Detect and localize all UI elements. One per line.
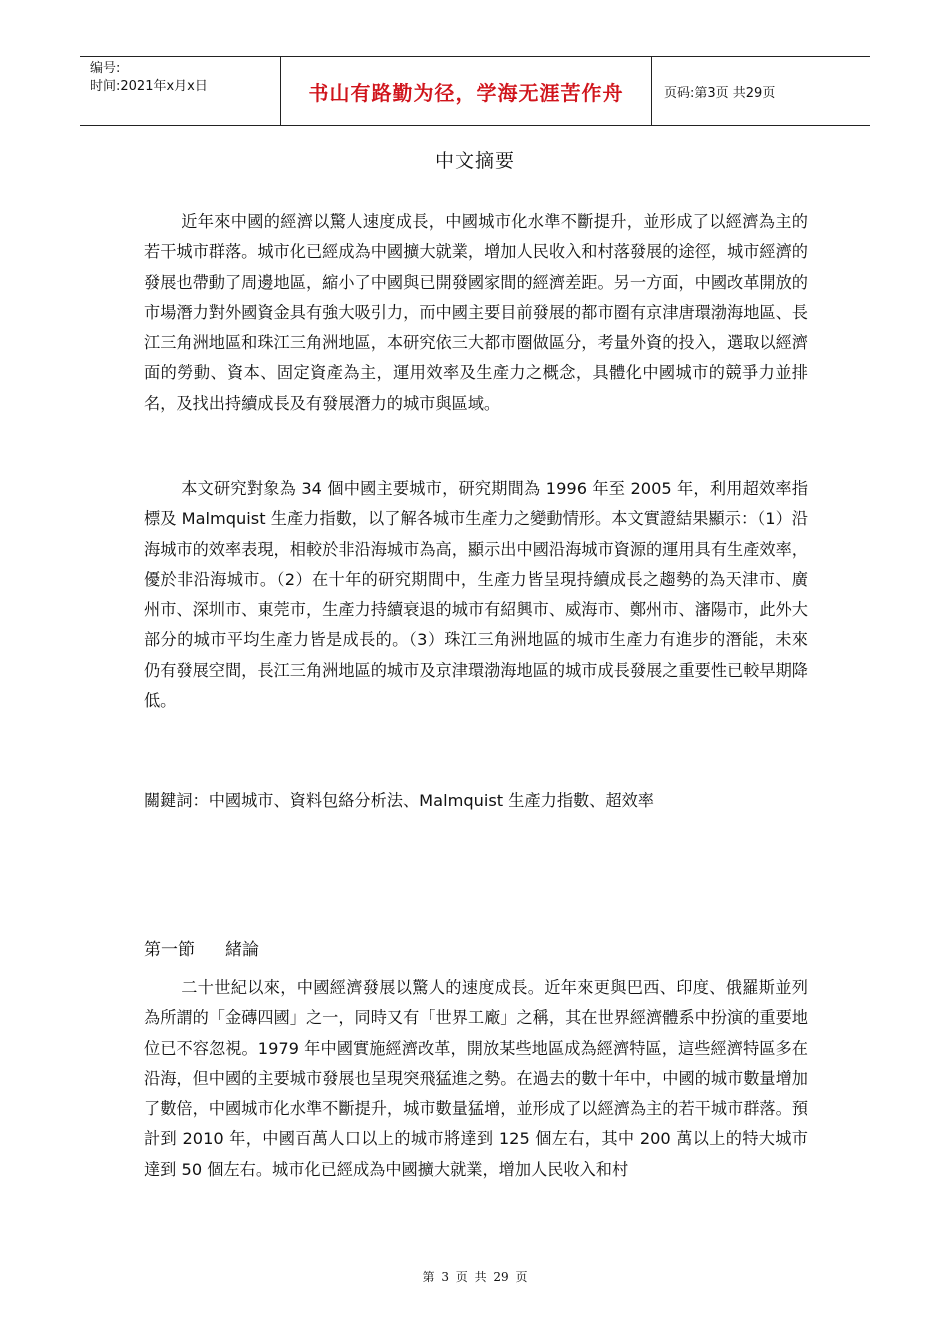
page-title: 中文摘要: [434, 150, 515, 172]
abstract-paragraph-2: [144, 474, 808, 716]
header-motto: 书山有路勤为径，学海无涯苦作舟: [281, 57, 652, 125]
page-header: [80, 56, 870, 126]
section-heading: [144, 935, 808, 965]
intro-text: 二十世紀以來，中國經濟發展以驚人的速度成長。近年來更與巴西、印度、俄羅斯並列為所謂的「金磚四國」之一，同時又有「世界工廠」之稱，其在世界經濟體系中扮演的重要地位已不容忽視。1979 年中國實施經濟改革，開放某些地區成為經濟特區，這些經濟特區多在沿海，但中國的主要城市發展也呈現突飛猛進之勢。在過去的數十年中，中國的城市數量增加了數倍，中國城市化水準不斷提升，城市數量猛增，並形成了以經濟為主的若干城市群落。預計到 2010 年，中國百萬人口以上的城市將達到 125 個左右，其中 200 萬以上的特大城市達到 50 個左右。城市化已經成為中國擴大就業，增加人民收入和村: [144, 978, 808, 1179]
header-page-number: 页码:第3页 共29页: [664, 85, 776, 101]
keywords: 關鍵詞：中國城市、資料包絡分析法、Malmquist 生產力指數、超效率: [144, 791, 654, 810]
document-number-label: 编号:: [90, 61, 121, 76]
section-title: 緒論: [225, 940, 259, 960]
abstract-text-2: 本文研究對象為 34 個中國主要城市，研究期間為 1996 年至 2005 年，利用超效率指標及 Malmquist 生產力指數，以了解各城市生產力之變動情形。本文實證結果顯示：（1）沿海城市的效率表現，相較於非沿海城市為高，顯示出中國沿海城市資源的運用具有生產效率，優於非沿海城市。（2）在十年的研究期間中，生產力皆呈現持續成長之趨勢的為天津市、廣州市、深圳市、東莞市，生產力持續衰退的城市有紹興市、威海市、鄭州市、瀋陽市，此外大部分的城市平均生產力皆是成長的。（3）珠江三角洲地區的城市生產力有進步的潛能，未來仍有發展空間，長江三角洲地區的城市及京津環渤海地區的城市成長發展之重要性已較早期降低。: [144, 479, 808, 711]
page-footer: 第 3 页 共 29 页: [422, 1270, 528, 1284]
intro-paragraph: [144, 973, 808, 1185]
abstract-paragraph-1: [144, 207, 808, 419]
abstract-text-1: 近年來中國的經濟以驚人速度成長，中國城市化水準不斷提升，並形成了以經濟為主的若干城市群落。城市化已經成為中國擴大就業，增加人民收入和村落發展的途徑，城市經濟的發展也帶動了周邊地區，縮小了中國與已開發國家間的經濟差距。另一方面，中國改革開放的市場潛力對外國資金具有強大吸引力，而中國主要目前發展的都市圈有京津唐環渤海地區、長江三角洲地區和珠江三角洲地區，本研究依三大都市圈做區分，考量外資的投入，選取以經濟面的勞動、資本、固定資產為主，運用效率及生產力之概念，具體化中國城市的競爭力並排名，及找出持續成長及有發展潛力的城市與區域。: [144, 212, 808, 413]
document-date: 时间:2021年x月x日: [90, 79, 208, 94]
header-meta: [80, 57, 281, 125]
section-number: 第一節: [144, 940, 195, 960]
